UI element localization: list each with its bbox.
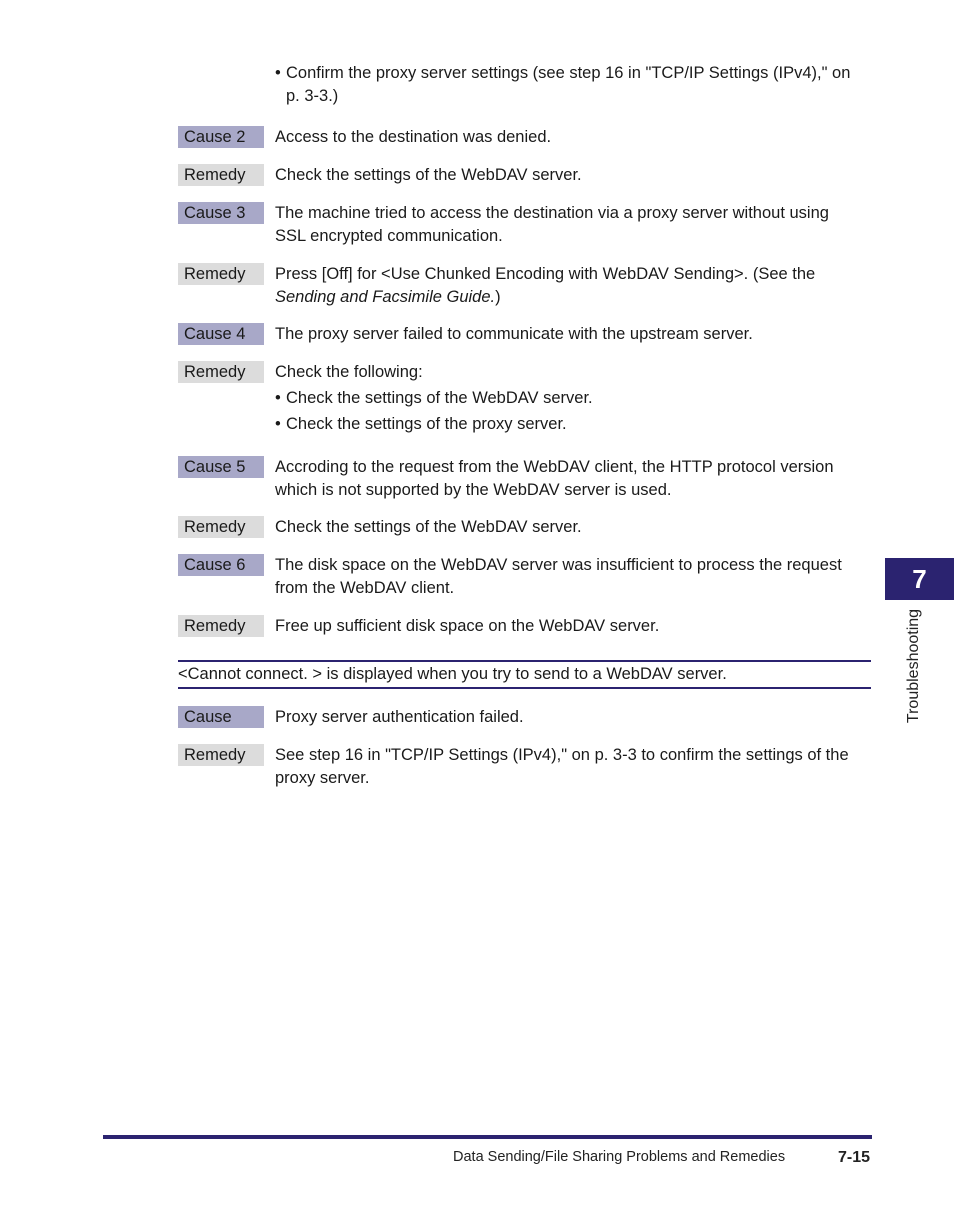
remedy-text-line1: Press [Off] for <Use Chunked Encoding with WebDAV Sending>. (See the — [275, 265, 816, 283]
remedy-text-intro: Check the following: — [275, 363, 423, 381]
cause-tag: Cause 6 — [178, 554, 264, 576]
remedy-bullet — [275, 387, 875, 410]
remedy-tag: Remedy — [178, 516, 264, 538]
bullet-marker: • — [275, 389, 281, 407]
cause-text — [275, 202, 875, 248]
remedy-text-line2: proxy server. — [275, 769, 370, 787]
footer-rule — [103, 1135, 872, 1139]
remedy-bullet-text: Check the settings of the proxy server. — [286, 415, 567, 433]
cause-text-line1: The disk space on the WebDAV server was insufficient to process the request — [275, 556, 842, 574]
chapter-tab: 7 — [885, 558, 954, 600]
cause-text-line1: The machine tried to access the destination via a proxy server without using — [275, 204, 829, 222]
cause-text: The proxy server failed to communicate with the upstream server. — [275, 325, 753, 343]
cause-text — [275, 554, 875, 600]
remedy-tag: Remedy — [178, 744, 264, 766]
remedy-tag: Remedy — [178, 263, 264, 285]
remedy-text — [275, 361, 875, 436]
bullet-marker: • — [275, 64, 281, 82]
footer-title: Data Sending/File Sharing Problems and Remedies — [453, 1149, 786, 1165]
cause-text: Proxy server authentication failed. — [275, 708, 524, 726]
cause-text-line2: from the WebDAV client. — [275, 579, 455, 597]
section-bottom-rule — [178, 687, 871, 689]
chapter-label-text: Troubleshooting — [905, 608, 922, 724]
intro-bullet-line2: p. 3-3.) — [286, 87, 339, 105]
cause-text-line2: SSL encrypted communication. — [275, 227, 503, 245]
guide-title: Sending and Facsimile Guide. — [275, 288, 496, 306]
cause-text-line2: which is not supported by the WebDAV server is used. — [275, 481, 672, 499]
cause-text: Access to the destination was denied. — [275, 128, 552, 146]
remedy-tag: Remedy — [178, 361, 264, 383]
remedy-bullet-text: Check the settings of the WebDAV server. — [286, 389, 593, 407]
remedy-text: Free up sufficient disk space on the WebDAV server. — [275, 617, 660, 635]
intro-bullet-line1: Confirm the proxy server settings (see step 16 in "TCP/IP Settings (IPv4)," on — [286, 64, 851, 82]
remedy-text-line1: See step 16 in "TCP/IP Settings (IPv4)," on p. 3-3 to confirm the settings of the — [275, 746, 849, 764]
section-heading: <Cannot connect. > is displayed when you try to send to a WebDAV server. — [178, 665, 727, 683]
remedy-tag: Remedy — [178, 164, 264, 186]
cause-tag: Cause 2 — [178, 126, 264, 148]
remedy-tag: Remedy — [178, 615, 264, 637]
cause-tag: Cause 4 — [178, 323, 264, 345]
cause-text-line1: Accroding to the request from the WebDAV client, the HTTP protocol version — [275, 458, 834, 476]
chapter-side-label — [902, 604, 926, 729]
cause-tag: Cause 3 — [178, 202, 264, 224]
remedy-text — [275, 744, 875, 790]
remedy-text-closing: ) — [495, 288, 501, 306]
remedy-text: Check the settings of the WebDAV server. — [275, 518, 582, 536]
intro-bullet — [275, 62, 875, 108]
bullet-marker: • — [275, 415, 281, 433]
remedy-text: Check the settings of the WebDAV server. — [275, 166, 582, 184]
page-number: 7-15 — [838, 1149, 871, 1166]
cause-text — [275, 456, 875, 502]
section-top-rule — [178, 660, 871, 662]
cause-tag: Cause 5 — [178, 456, 264, 478]
cause-tag: Cause — [178, 706, 264, 728]
remedy-bullet — [275, 413, 875, 436]
remedy-text — [275, 263, 875, 309]
